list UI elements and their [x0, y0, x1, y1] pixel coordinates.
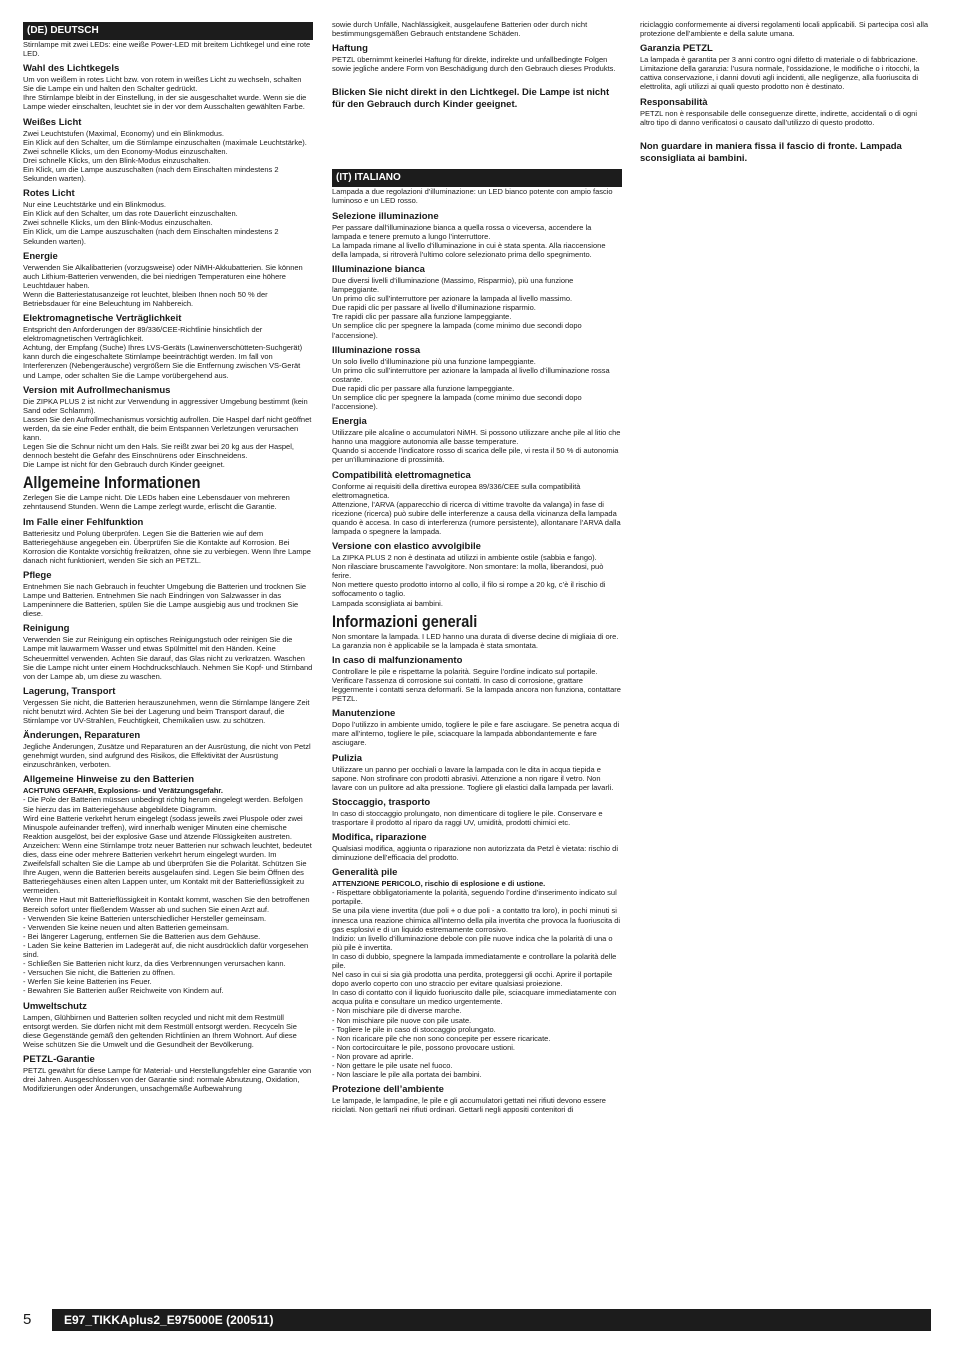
section-body: - Die Pole der Batterien müssen unbedingt richtig herum eingelegt werden. Befolgen Sie hierzu das im Batteriegehäuse abgebildete Diagramm. Wird eine Batterie verkehrt herum eingelegt (sodass jeweils zwei Pluspole oder zwei Minuspole aufeinander treffen), wird innerhalb weniger Minuten eine chemische Reaktion ausgelöst, bei der explosive Gase und ätzende Flüssigkeiten austreten. Anzeichen: Wenn eine Stirnlampe trotz neuer Batterien nur schwach leuchtet, bedeutet dies, dass eine oder mehrere Batterien verkehrt herum eingelegt wurden. Im Zweifelsfall schalten Sie die Lampe ab und überprüfen Sie die Polarität. Schützen Sie Ihre Augen, wenn die Batterien bereits ausgelaufen sind. Legen Sie beim Öffnen des Batteriegehäuses einen alten Lappen unter, um Kontakt mit der Batterieflüssigkeit zu vermeiden. Wenn Ihre Haut mit Batterieflüssigkeit in Kontakt kommt, waschen Sie den betroffenen Bereich sofort unter fließendem Wasser ab und suchen Sie einen Arzt auf. - Verwenden Sie keine Batterien unterschiedlicher Hersteller gemeinsam. - Verwenden Sie keine neuen und alten Batterien gemeinsam. - Bei längerer Lagerung, entfernen Sie die Batterien aus dem Gehäuse. - Laden Sie keine Batterien im Ladegerät auf, die nicht ausdrücklich dafür vorgesehen sind. - Schließen Sie Batterien nicht kurz, da dies Verbrennungen verursachen kann. - Versuchen Sie nicht, die Batterien zu öffnen. - Werfen Sie keine Batterien ins Feuer. - Bewahren Sie Batterien außer Reichweite von Kindern auf. — [23, 795, 312, 996]
page-footer — [23, 1309, 931, 1331]
section-body: Controllare le pile e rispettarne la polarità. Seguire l’ordine indicato sul portapile. Verificare l’assenza di corrosione sui contatti. In caso di corrosione, grattare leggermente i contatti senza deformarli. Se la lampada ancora non funziona, contattare PETZL. — [332, 666, 621, 704]
section-title: Version mit Aufrollmechanismus — [23, 384, 171, 396]
section-body: La ZIPKA PLUS 2 non è destinata ad utilizzi in ambiente ostile (sabbia e fango). Non rilasciare bruscamente l’avvolgitore. Non smontare: la molla, liberandosi, può ferire. Non mettere questo prodotto intorno al collo, il filo si rompe a 20 kg, c’è il rischio di soffocamento o taglio. Lampada sconsigliata ai bambini. — [332, 553, 606, 608]
section-title: Stoccaggio, trasporto — [332, 796, 431, 808]
intro-it: Lampada a due regolazioni d’illuminazione: un LED bianco potente con ampio fascio luminoso e un LED rosso. — [332, 187, 613, 206]
section-title: Energie — [23, 250, 58, 262]
section-title: PETZL-Garantie — [23, 1053, 95, 1065]
danger-note: ATTENZIONE PERICOLO, rischio di esplosione e di ustione. — [332, 879, 546, 889]
section-body: Zerlegen Sie die Lampe nicht. Die LEDs haben eine Lebensdauer von mehreren zehntausend Stunden. Wenn die Lampe zerlegt wurde, erlischt die Garantie. — [23, 493, 290, 512]
danger-note: ACHTUNG GEFAHR, Explosions- und Verätzungsgefahr. — [23, 786, 224, 796]
section-title: Pflege — [23, 569, 52, 581]
section-body: Utilizzare un panno per occhiali o lavare la lampada con le dita in acqua tiepida e sapone. Non strofinare con prodotti abrasivi. Attenzione a non rigare il vetro. Non lavare con un pulitore ad alta pressione. Togliere gli elastici dalla lampada per lavarli. — [332, 764, 614, 792]
general-info-heading-it: Informazioni generali — [332, 611, 478, 631]
spacer — [332, 111, 622, 169]
section-body: La lampada è garantita per 3 anni contro ogni difetto di materiale o di fabbricazione. Limitazione della garanzia: l’usura normale, l’ossidazione, le modifiche o i ritocchi, la cattiva conservazione, i danni dovuti agli incidenti, alle negligenze, alla fuoriuscita di elettrolita, agli utilizzi ai quali questo prodotto non è destinato. — [640, 55, 920, 92]
section-body: Utilizzare pile alcaline o accumulatori NiMH. Si possono utilizzare anche pile al litio che hanno una maggiore autonomia alle basse temperature. Quando si accende l’indicatore rosso di scarica delle pile, vi resta il 50 % di autonomia per un’illuminazione di prossimità. — [332, 428, 621, 465]
section-title: Manutenzione — [332, 708, 396, 720]
section-body: PETZL übernimmt keinerlei Haftung für direkte, indirekte und unfallbedingte Folgen sowie jegliche andere Form von Beschädigung durch den Gebrauch dieses Produkts. — [332, 55, 616, 74]
section-title: Änderungen, Reparaturen — [23, 730, 141, 742]
section-title: Wahl des Lichtkegels — [23, 63, 120, 75]
section-body: Lampen, Glühbirnen und Batterien sollten recycled und nicht mit dem Restmüll entsorgt werden. Sie dürfen nicht mit dem Restmüll entsorgt werden. Recyceln Sie diese Gegenstände gemäß den geltenden Richtlinien an Ihrem Wohnort. Auf diese Weise schützen Sie die Umwelt und die Gesundheit der Bevölkerung. — [23, 1012, 297, 1049]
section-title: Lagerung, Transport — [23, 685, 116, 697]
language-header-de: (DE) DEUTSCH — [23, 22, 313, 40]
section-body: Zwei Leuchtstufen (Maximal, Economy) und ein Blinkmodus. Ein Klick auf den Schalter, um die Stirnlampe einzuschalten (maximale Leuchtstärke). Zwei schnelle Klicks, um den Economy-Modus einzuschalten. Drei schnelle Klicks, um den Blink-Modus einzuschalten. Ein Klick, um die Lampe auszuschalten (nach dem Einschalten mindestens 2 Sekunden warten). — [23, 128, 307, 184]
section-title: Pulizia — [332, 752, 363, 764]
section-title: Versione con elastico avvolgibile — [332, 541, 481, 553]
german-column — [23, 22, 313, 1093]
section-title: Modifica, riparazione — [332, 831, 427, 843]
section-body: Per passare dall’illuminazione bianca a quella rossa o viceversa, accendere la lampada e tenere premuto a lungo l’interruttore. La lampada rimane al livello d’illuminazione in cui è stata spenta. Alla riaccensione della lampada, si ritroverà l’ultimo colore selezionato prima dello spegnimento. — [332, 222, 606, 259]
section-body: PETZL gewährt für diese Lampe für Material- und Herstellungsfehler eine Garantie von drei Jahren. Ausgeschlossen von der Garantie sind: normale Abnutzung, Oxidation, Modifizierungen oder Änderungen, unsachgemäße Aufbewahrung — [23, 1065, 312, 1094]
general-info-heading-de: Allgemeine Informationen — [23, 473, 201, 493]
section-body: Qualsiasi modifica, aggiunta o riparazione non autorizzata da Petzl è vietata: rischio di diminuzione dell’efficacia del prodotto. — [332, 843, 618, 863]
section-body: In caso di stoccaggio prolungato, non dimenticare di togliere le pile. Conservare e trasportare il prodotto al riparo da raggi UV, umidità, prodotti chimici etc. — [332, 808, 603, 827]
section-body: Um von weißem in rotes Licht bzw. von rotem in weißes Licht zu wechseln, schalten Sie die Lampe ein und halten den Schalter gedrückt. Ihre Stirnlampe bleibt in der Einstellung, in der sie ausgeschaltet wurde. Wenn sie die Lampe wieder einschalten, leuchtet sie in der vor dem Ausschalten gewählten Farbe. — [23, 75, 307, 112]
section-title: Garanzia PETZL — [640, 43, 713, 55]
section-title: Generalità pile — [332, 867, 398, 879]
section-body: Due diversi livelli d’illuminazione (Massimo, Risparmio), più una funzione lampeggiante. Un primo clic sull’interruttore per azionare la lampada al livello massimo. Due rapidi clic per passare al livello d’illuminazione risparmio. Tre rapidi clic per passare alla funzione lampeggiante. Un semplice clic per spegnere la lampada (come minimo due secondi dopo l’accensione). — [332, 275, 582, 340]
section-title: Compatibilità elettromagnetica — [332, 469, 471, 481]
section-body: Jegliche Änderungen, Zusätze und Reparaturen an der Ausrüstung, die nicht von Petzl genehmigt wurden, sind aufgrund des Risikos, die Effektivität der Ausrüstung einzuschränken, verboten. — [23, 742, 311, 770]
section-body: Entnehmen Sie nach Gebrauch in feuchter Umgebung die Batterien und trocknen Sie Lampe und Batterien. Entnehmen Sie nach Eindringen von Salzwasser in das Lampeninnere die Batterien, spülen Sie die Lampe ausgiebig aus und trocknen Sie diese. — [23, 581, 307, 619]
section-title: Responsabilità — [640, 96, 708, 108]
section-title: Weißes Licht — [23, 116, 82, 128]
section-title: Elektromagnetische Verträglichkeit — [23, 313, 182, 325]
page-number: 5 — [23, 1311, 32, 1328]
section-title: Umweltschutz — [23, 1000, 87, 1012]
section-body: Dopo l’utilizzo in ambiente umido, togliere le pile e fare asciugare. Se penetra acqua di mare all’interno, togliere le pile, sciacquare la lampada abbondantemente e fare asciugare. — [332, 720, 620, 748]
section-body: Un solo livello d’illuminazione più una funzione lampeggiante. Un primo clic sull’interruttore per azionare la lampada al livello d’illuminazione rossa costante. Due rapidi clic per passare alla funzione lampeggiante. Un semplice clic per spegnere la lampada (come minimo due secondi dopo l’accensione). — [332, 356, 610, 412]
warning-it: Non guardare in maniera fissa il fascio di fronte. Lampada sconsigliata ai bambini. — [640, 140, 902, 164]
section-body: Verwenden Sie zur Reinigung ein optisches Reinigungstuch oder reinigen Sie die Lampe mit lauwarmem Wasser und etwas Spülmittel mit den Händen. Keine Scheuermittel verwenden. Achten Sie darauf, das Glas nicht zu verkratzen. Waschen Sie die Lampe nicht unter einem Hochdruckschlauch. Nehmen Sie Kopf- und Stirnband von der Lampe ab, um diese zu waschen. — [23, 635, 313, 681]
section-body: Entspricht den Anforderungen der 89/336/CEE-Richtlinie hinsichtlich der elektromagnetischen Verträglichkeit. Achtung, der Empfang (Suche) Ihres LVS-Geräts (Lawinenverschütteten-Suchgerät) kann durch die eingeschaltete Stirnlampe beeinträchtigt werden. Im fall von Interferenzen (Nebengeräusche) vergrößern Sie die Entfernung zwischen VS-Gerät und Lampe, oder schalten Sie die Lampe vorübergehend aus. — [23, 325, 303, 380]
section-title: Protezione dell’ambiente — [332, 1084, 444, 1096]
section-body: Vergessen Sie nicht, die Batterien herauszunehmen, wenn die Stirnlampe längere Zeit nicht benutzt wird. Achten Sie bei der Lagerung und beim Transport darauf, die Stirnlampe vor UV-Strahlen, Feuchtigkeit, Chemikalien usw. zu schützen. — [23, 697, 310, 725]
document-code: E97_TIKKAplus2_E975000E (200511) — [52, 1309, 931, 1331]
section-body: Batteriesitz und Polung überprüfen. Legen Sie die Batterien wie auf dem Batteriegehäuse angegeben ein. Überprüfen Sie die Kontakte auf Korrosion. Bei Korrosion die Kontakte vorsichtig freikratzen, ohne sie zu verbiegen. Wenn Ihre Lampe danach nicht funktioniert, wenden Sie sich an PETZL. — [23, 528, 311, 565]
section-body: PETZL non è responsabile delle conseguenze dirette, indirette, accidentali o di ogni altro tipo di danno verificatosi o causato dall’utilizzo di questo prodotto. — [640, 108, 917, 127]
section-body: Non smontare la lampada. I LED hanno una durata di diverse decine di migliaia di ore. La garanzia non è applicabile se la lampada è stata smontata. — [332, 631, 619, 650]
section-body: Nur eine Leuchtstärke und ein Blinkmodus. Ein Klick auf den Schalter, um das rote Dauerlicht einzuschalten. Zwei schnelle Klicks, um den Blink-Modus einzuschalten. Ein Klick, um die Lampe auszuschalten (nach dem Einschalten mindestens 2 Sekunden warten). — [23, 200, 279, 246]
middle-column — [332, 20, 622, 1114]
warning-de: Blicken Sie nicht direkt in den Lichtkegel. Die Lampe ist nicht für den Gebrauch durch Kinder geeignet. — [332, 87, 610, 111]
section-title: Im Falle einer Fehlfunktion — [23, 516, 144, 528]
section-body: - Rispettare obbligatoriamente la polarità, seguendo l’ordine d’inserimento indicato sul portapile. Se una pila viene invertita (due poli + o due poli - a contatto tra loro), in pochi minuti si innesca una reazione chimica all’interno della pila invertita che provoca la fuoriuscita di gas esplosivi e di un liquido estremamente corrosivo. Indizio: un livello d’illuminazione debole con pile nuove indica che la polarità di una o più pile è invertita. In caso di dubbio, spegnere la lampada immediatamente e controllare la polarità delle pile. Nel caso in cui si sia già prodotta una perdita, proteggersi gli occhi. Aprire il portapile dopo averlo coperto con uno straccio per evitare qualsiasi proiezione. In caso di contatto con il liquido fuoriuscito dalle pile, sciacquare immediatamente con acqua pulita e consultare un medico urgentemente. - Non mischiare pile di diverse marche. - Non mischiare pile nuove con pile usate. - Togliere le pile in caso di stoccaggio prolungato. - Non ricaricare pile che non sono concepite per essere ricaricate. - Non cortocircuitare le pile, possono provocare ustioni. - Non provare ad aprirle. - Non gettare le pile usate nel fuoco. - Non lasciare le pile alla portata dei bambini. — [332, 888, 621, 1080]
section-body: riciclaggio conformemente ai diversi regolamenti locali applicabili. Si partecipa così alla protezione dell’ambiente e della salute umana. — [640, 20, 929, 39]
section-title: Illuminazione bianca — [332, 263, 425, 275]
section-title: Haftung — [332, 43, 368, 55]
section-body: sowie durch Unfälle, Nachlässigkeit, ausgelaufene Batterien oder durch nicht bestimmungsgemäßen Gebrauch entstandene Schäden. — [332, 20, 588, 39]
section-title: Selezione illuminazione — [332, 210, 439, 222]
section-title: Allgemeine Hinweise zu den Batterien — [23, 774, 195, 786]
section-body: Conforme ai requisiti della direttiva europea 89/336/CEE sulla compatibilità elettromagnetica. Attenzione, l’ARVA (apparecchio di ricerca di vittime travolte da valanga) in fase di ricezione (ricerca) può subire delle interferenze a causa della vicinanza della lampada quando è accesa. In caso di interferenza (rumore persistente), allontanare l’ARVA dalla lampada o spegnere la lampada. — [332, 481, 621, 536]
language-header-it: (IT) ITALIANO — [332, 169, 622, 187]
section-title: Energia — [332, 416, 367, 428]
section-body: Verwenden Sie Alkalibatterien (vorzugsweise) oder NiMH-Akkubatterien. Sie können auch Lithium-Batterien verwenden, die bei niedrigen Temperaturen eine höhere Leuchtdauer haben. Wenn die Batteriestatusanzeige rot leuchtet, bleiben Ihnen noch 50 % der Betriebsdauer für eine Beleuchtung im Nahbereich. — [23, 262, 303, 308]
section-title: Rotes Licht — [23, 188, 75, 200]
section-title: Reinigung — [23, 623, 70, 635]
section-title: In caso di malfunzionamento — [332, 654, 463, 666]
section-body: Le lampade, le lampadine, le pile e gli accumulatori gettati nei rifiuti devono essere riciclati. Non gettarli nei rifiuti ordinari. Gettarli negli appositi contenitori di — [332, 1096, 606, 1115]
right-column — [640, 20, 930, 165]
section-title: Illuminazione rossa — [332, 344, 421, 356]
section-body: Die ZIPKA PLUS 2 ist nicht zur Verwendung in aggressiver Umgebung bestimmt (kein Sand oder Schlamm). Lassen Sie den Aufrollmechanismus vorsichtig aufrollen. Die Haspel darf nicht geöffnet werden, da sie eine Feder enthält, die beim Entspannen Verletzungen verursachen kann. Legen Sie die Schnur nicht um den Hals. Sie reißt zwar bei 20 kg aus der Haspel, dennoch besteht die Gefahr des Einschnürens oder Einschneidens. Die Lampe ist nicht für den Gebrauch durch Kinder geeignet. — [23, 396, 312, 470]
intro-de: Stirnlampe mit zwei LEDs: eine weiße Power-LED mit breitem Lichtkegel und eine rote LED. — [23, 40, 311, 59]
